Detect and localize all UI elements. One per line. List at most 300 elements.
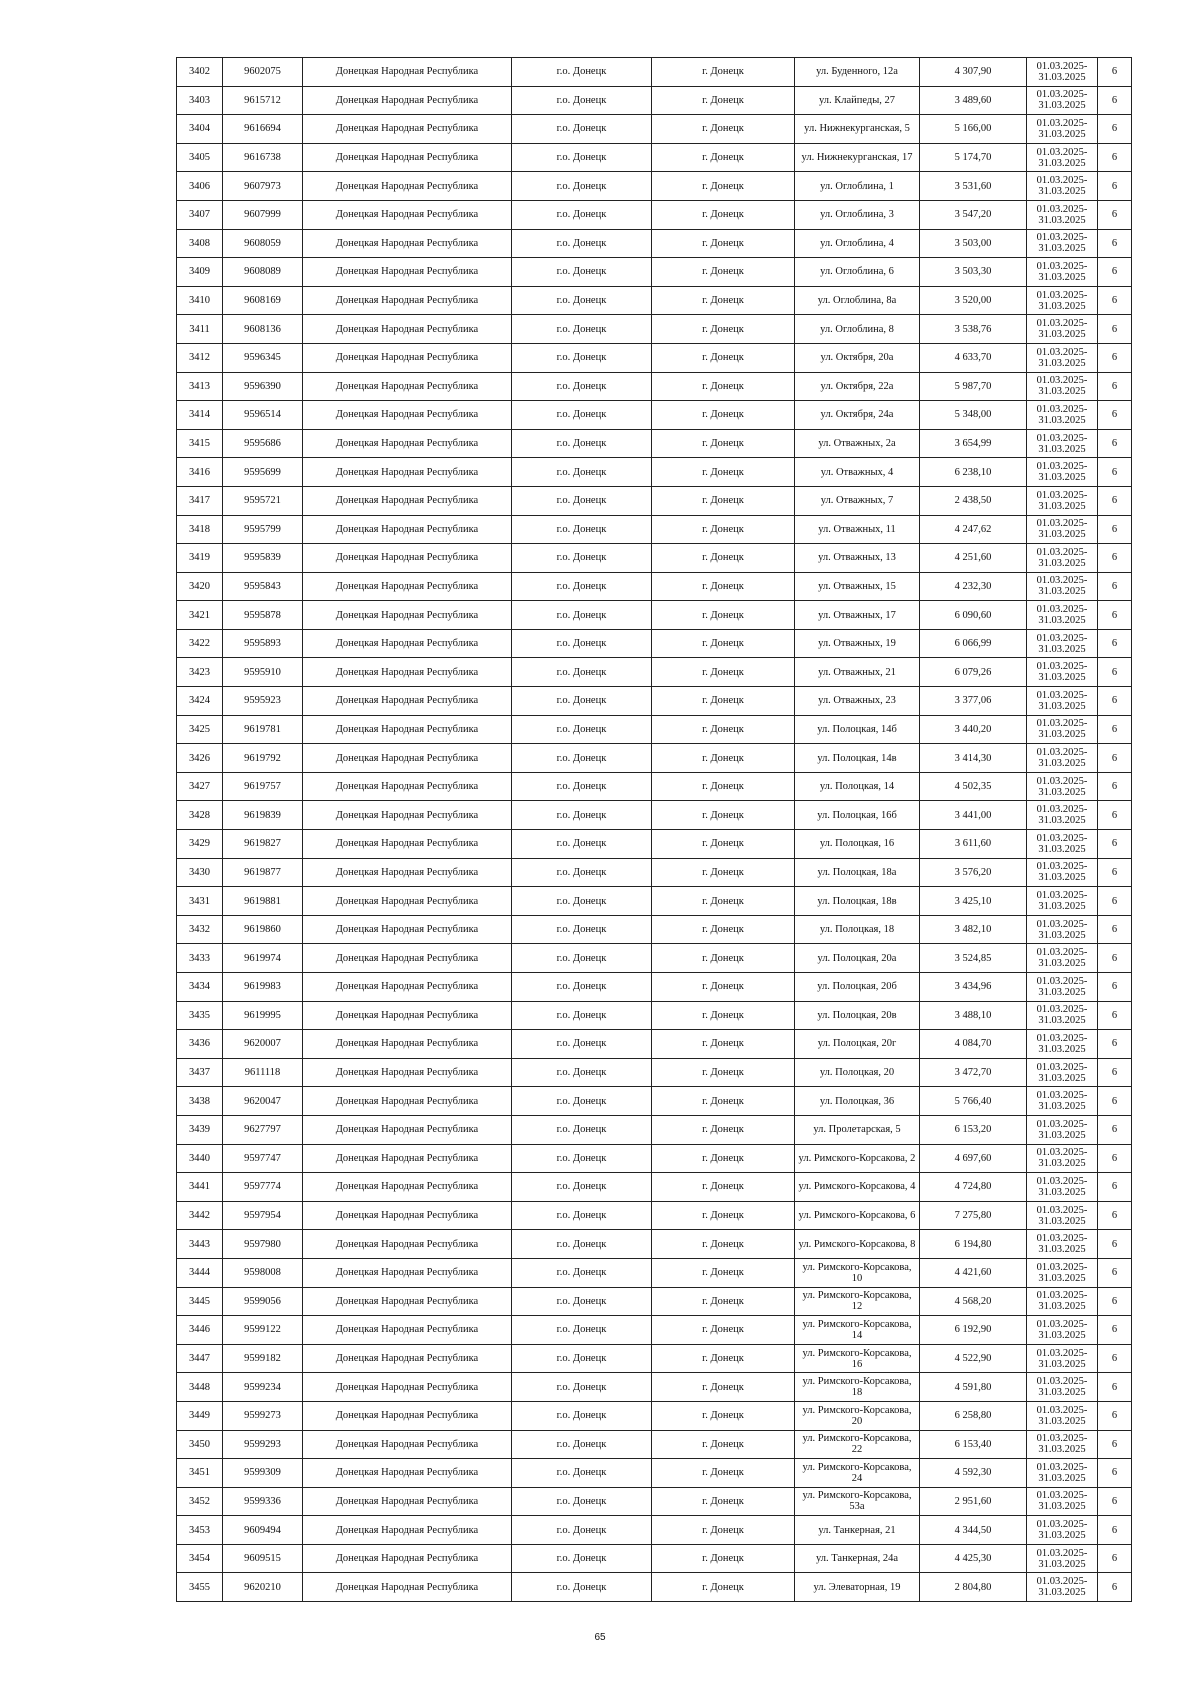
municipality-cell: г.о. Донецк <box>512 1230 652 1259</box>
republic-cell: Донецкая Народная Республика <box>303 372 512 401</box>
account-id-cell: 9616694 <box>223 115 303 144</box>
amount-cell: 3 524,85 <box>920 944 1027 973</box>
row-number-cell: 3437 <box>177 1058 223 1087</box>
municipality-cell: г.о. Донецк <box>512 315 652 344</box>
amount-cell: 3 503,00 <box>920 229 1027 258</box>
period-cell: 01.03.2025-31.03.2025 <box>1027 658 1098 687</box>
republic-cell: Донецкая Народная Республика <box>303 286 512 315</box>
amount-cell: 4 522,90 <box>920 1344 1027 1373</box>
municipality-cell: г.о. Донецк <box>512 1115 652 1144</box>
city-cell: г. Донецк <box>652 229 795 258</box>
city-cell: г. Донецк <box>652 772 795 801</box>
address-cell: ул. Римского-Корсакова, 12 <box>795 1287 920 1316</box>
row-number-cell: 3406 <box>177 172 223 201</box>
row-number-cell: 3438 <box>177 1087 223 1116</box>
row-number-cell: 3452 <box>177 1487 223 1516</box>
table-row <box>177 658 1132 687</box>
code-cell: 6 <box>1098 1573 1132 1602</box>
address-cell: ул. Римского-Корсакова, 10 <box>795 1258 920 1287</box>
period-cell: 01.03.2025-31.03.2025 <box>1027 1287 1098 1316</box>
account-id-cell: 9595923 <box>223 687 303 716</box>
address-cell: ул. Полоцкая, 14 <box>795 772 920 801</box>
municipality-cell: г.о. Донецк <box>512 372 652 401</box>
account-id-cell: 9619792 <box>223 744 303 773</box>
republic-cell: Донецкая Народная Республика <box>303 1087 512 1116</box>
account-id-cell: 9595721 <box>223 486 303 515</box>
republic-cell: Донецкая Народная Республика <box>303 715 512 744</box>
city-cell: г. Донецк <box>652 1373 795 1402</box>
code-cell: 6 <box>1098 944 1132 973</box>
row-number-cell: 3434 <box>177 973 223 1002</box>
account-id-cell: 9595843 <box>223 572 303 601</box>
municipality-cell: г.о. Донецк <box>512 515 652 544</box>
address-cell: ул. Октября, 22а <box>795 372 920 401</box>
municipality-cell: г.о. Донецк <box>512 658 652 687</box>
city-cell: г. Донецк <box>652 687 795 716</box>
row-number-cell: 3454 <box>177 1544 223 1573</box>
address-cell: ул. Полоцкая, 18 <box>795 915 920 944</box>
code-cell: 6 <box>1098 1373 1132 1402</box>
amount-cell: 6 153,40 <box>920 1430 1027 1459</box>
address-cell: ул. Отважных, 4 <box>795 458 920 487</box>
table-row <box>177 1201 1132 1230</box>
republic-cell: Донецкая Народная Республика <box>303 1373 512 1402</box>
address-cell: ул. Римского-Корсакова, 14 <box>795 1316 920 1345</box>
address-cell: ул. Отважных, 15 <box>795 572 920 601</box>
address-cell: ул. Римского-Корсакова, 16 <box>795 1344 920 1373</box>
municipality-cell: г.о. Донецк <box>512 715 652 744</box>
municipality-cell: г.о. Донецк <box>512 1001 652 1030</box>
table-row <box>177 944 1132 973</box>
period-cell: 01.03.2025-31.03.2025 <box>1027 544 1098 573</box>
amount-cell: 4 084,70 <box>920 1030 1027 1059</box>
row-number-cell: 3414 <box>177 401 223 430</box>
row-number-cell: 3443 <box>177 1230 223 1259</box>
city-cell: г. Донецк <box>652 515 795 544</box>
code-cell: 6 <box>1098 1001 1132 1030</box>
code-cell: 6 <box>1098 1258 1132 1287</box>
amount-cell: 6 153,20 <box>920 1115 1027 1144</box>
address-cell: ул. Пролетарская, 5 <box>795 1115 920 1144</box>
period-cell: 01.03.2025-31.03.2025 <box>1027 401 1098 430</box>
city-cell: г. Донецк <box>652 887 795 916</box>
row-number-cell: 3424 <box>177 687 223 716</box>
city-cell: г. Донецк <box>652 1230 795 1259</box>
period-cell: 01.03.2025-31.03.2025 <box>1027 744 1098 773</box>
amount-cell: 3 503,30 <box>920 258 1027 287</box>
address-cell: ул. Отважных, 23 <box>795 687 920 716</box>
municipality-cell: г.о. Донецк <box>512 258 652 287</box>
address-cell: ул. Полоцкая, 16б <box>795 801 920 830</box>
city-cell: г. Донецк <box>652 1401 795 1430</box>
municipality-cell: г.о. Донецк <box>512 1173 652 1202</box>
address-cell: ул. Полоцкая, 16 <box>795 830 920 859</box>
row-number-cell: 3408 <box>177 229 223 258</box>
municipality-cell: г.о. Донецк <box>512 830 652 859</box>
republic-cell: Донецкая Народная Республика <box>303 86 512 115</box>
table-row <box>177 1287 1132 1316</box>
code-cell: 6 <box>1098 200 1132 229</box>
amount-cell: 3 425,10 <box>920 887 1027 916</box>
amount-cell: 6 090,60 <box>920 601 1027 630</box>
row-number-cell: 3403 <box>177 86 223 115</box>
code-cell: 6 <box>1098 315 1132 344</box>
account-id-cell: 9599309 <box>223 1459 303 1488</box>
municipality-cell: г.о. Донецк <box>512 86 652 115</box>
city-cell: г. Донецк <box>652 1115 795 1144</box>
period-cell: 01.03.2025-31.03.2025 <box>1027 1544 1098 1573</box>
city-cell: г. Донецк <box>652 1573 795 1602</box>
amount-cell: 5 174,70 <box>920 143 1027 172</box>
amount-cell: 4 247,62 <box>920 515 1027 544</box>
address-cell: ул. Полоцкая, 18в <box>795 887 920 916</box>
city-cell: г. Донецк <box>652 1544 795 1573</box>
table-row <box>177 1401 1132 1430</box>
republic-cell: Донецкая Народная Республика <box>303 1487 512 1516</box>
municipality-cell: г.о. Донецк <box>512 429 652 458</box>
period-cell: 01.03.2025-31.03.2025 <box>1027 172 1098 201</box>
row-number-cell: 3433 <box>177 944 223 973</box>
republic-cell: Донецкая Народная Республика <box>303 1573 512 1602</box>
municipality-cell: г.о. Донецк <box>512 1144 652 1173</box>
municipality-cell: г.о. Донецк <box>512 887 652 916</box>
table-row <box>177 1316 1132 1345</box>
city-cell: г. Донецк <box>652 1087 795 1116</box>
municipality-cell: г.о. Донецк <box>512 58 652 87</box>
address-cell: ул. Римского-Корсакова, 53а <box>795 1487 920 1516</box>
account-id-cell: 9619995 <box>223 1001 303 1030</box>
municipality-cell: г.о. Донецк <box>512 401 652 430</box>
code-cell: 6 <box>1098 1459 1132 1488</box>
address-cell: ул. Отважных, 19 <box>795 629 920 658</box>
code-cell: 6 <box>1098 887 1132 916</box>
amount-cell: 4 633,70 <box>920 343 1027 372</box>
period-cell: 01.03.2025-31.03.2025 <box>1027 1230 1098 1259</box>
address-cell: ул. Полоцкая, 36 <box>795 1087 920 1116</box>
republic-cell: Донецкая Народная Республика <box>303 1401 512 1430</box>
page-number: 65 <box>594 1632 606 1643</box>
municipality-cell: г.о. Донецк <box>512 1516 652 1545</box>
city-cell: г. Донецк <box>652 372 795 401</box>
municipality-cell: г.о. Донецк <box>512 172 652 201</box>
address-cell: ул. Римского-Корсакова, 6 <box>795 1201 920 1230</box>
amount-cell: 4 724,80 <box>920 1173 1027 1202</box>
table-row <box>177 1258 1132 1287</box>
municipality-cell: г.о. Донецк <box>512 858 652 887</box>
row-number-cell: 3446 <box>177 1316 223 1345</box>
table-row <box>177 258 1132 287</box>
period-cell: 01.03.2025-31.03.2025 <box>1027 372 1098 401</box>
republic-cell: Донецкая Народная Республика <box>303 1201 512 1230</box>
code-cell: 6 <box>1098 973 1132 1002</box>
address-cell: ул. Танкерная, 21 <box>795 1516 920 1545</box>
republic-cell: Донецкая Народная Республика <box>303 143 512 172</box>
republic-cell: Донецкая Народная Республика <box>303 544 512 573</box>
period-cell: 01.03.2025-31.03.2025 <box>1027 858 1098 887</box>
republic-cell: Донецкая Народная Республика <box>303 401 512 430</box>
account-id-cell: 9595910 <box>223 658 303 687</box>
address-cell: ул. Отважных, 11 <box>795 515 920 544</box>
table-row <box>177 1173 1132 1202</box>
republic-cell: Донецкая Народная Республика <box>303 687 512 716</box>
period-cell: 01.03.2025-31.03.2025 <box>1027 286 1098 315</box>
republic-cell: Донецкая Народная Республика <box>303 229 512 258</box>
republic-cell: Донецкая Народная Республика <box>303 1430 512 1459</box>
period-cell: 01.03.2025-31.03.2025 <box>1027 143 1098 172</box>
address-cell: ул. Оглоблина, 3 <box>795 200 920 229</box>
address-cell: ул. Нижнекурганская, 5 <box>795 115 920 144</box>
table-row <box>177 315 1132 344</box>
period-cell: 01.03.2025-31.03.2025 <box>1027 1115 1098 1144</box>
table-row <box>177 86 1132 115</box>
row-number-cell: 3420 <box>177 572 223 601</box>
row-number-cell: 3418 <box>177 515 223 544</box>
table-row <box>177 715 1132 744</box>
amount-cell: 3 434,96 <box>920 973 1027 1002</box>
account-id-cell: 9599234 <box>223 1373 303 1402</box>
table-row <box>177 1487 1132 1516</box>
amount-cell: 3 576,20 <box>920 858 1027 887</box>
code-cell: 6 <box>1098 229 1132 258</box>
republic-cell: Донецкая Народная Республика <box>303 1516 512 1545</box>
municipality-cell: г.о. Донецк <box>512 343 652 372</box>
municipality-cell: г.о. Донецк <box>512 544 652 573</box>
city-cell: г. Донецк <box>652 715 795 744</box>
city-cell: г. Донецк <box>652 258 795 287</box>
republic-cell: Донецкая Народная Республика <box>303 744 512 773</box>
document-table <box>176 57 1131 1602</box>
amount-cell: 4 591,80 <box>920 1373 1027 1402</box>
table-row <box>177 629 1132 658</box>
republic-cell: Донецкая Народная Республика <box>303 1173 512 1202</box>
city-cell: г. Донецк <box>652 629 795 658</box>
table-row <box>177 515 1132 544</box>
table-row <box>177 200 1132 229</box>
period-cell: 01.03.2025-31.03.2025 <box>1027 200 1098 229</box>
republic-cell: Донецкая Народная Республика <box>303 1544 512 1573</box>
period-cell: 01.03.2025-31.03.2025 <box>1027 830 1098 859</box>
republic-cell: Донецкая Народная Республика <box>303 772 512 801</box>
period-cell: 01.03.2025-31.03.2025 <box>1027 1487 1098 1516</box>
table-row <box>177 830 1132 859</box>
city-cell: г. Донецк <box>652 572 795 601</box>
table-row <box>177 286 1132 315</box>
table-row <box>177 1459 1132 1488</box>
row-number-cell: 3442 <box>177 1201 223 1230</box>
city-cell: г. Донецк <box>652 1030 795 1059</box>
table-row <box>177 172 1132 201</box>
republic-cell: Донецкая Народная Республика <box>303 115 512 144</box>
row-number-cell: 3410 <box>177 286 223 315</box>
row-number-cell: 3441 <box>177 1173 223 1202</box>
address-cell: ул. Октября, 20а <box>795 343 920 372</box>
row-number-cell: 3431 <box>177 887 223 916</box>
city-cell: г. Донецк <box>652 172 795 201</box>
code-cell: 6 <box>1098 343 1132 372</box>
period-cell: 01.03.2025-31.03.2025 <box>1027 515 1098 544</box>
amount-cell: 7 275,80 <box>920 1201 1027 1230</box>
republic-cell: Донецкая Народная Республика <box>303 515 512 544</box>
amount-cell: 3 441,00 <box>920 801 1027 830</box>
account-id-cell: 9609494 <box>223 1516 303 1545</box>
city-cell: г. Донецк <box>652 544 795 573</box>
municipality-cell: г.о. Донецк <box>512 572 652 601</box>
municipality-cell: г.о. Донецк <box>512 1030 652 1059</box>
account-id-cell: 9595839 <box>223 544 303 573</box>
city-cell: г. Донецк <box>652 458 795 487</box>
amount-cell: 5 987,70 <box>920 372 1027 401</box>
period-cell: 01.03.2025-31.03.2025 <box>1027 572 1098 601</box>
code-cell: 6 <box>1098 1230 1132 1259</box>
republic-cell: Донецкая Народная Республика <box>303 1344 512 1373</box>
table-row <box>177 401 1132 430</box>
account-id-cell: 9597954 <box>223 1201 303 1230</box>
row-number-cell: 3427 <box>177 772 223 801</box>
code-cell: 6 <box>1098 515 1132 544</box>
address-cell: ул. Римского-Корсакова, 20 <box>795 1401 920 1430</box>
republic-cell: Донецкая Народная Республика <box>303 200 512 229</box>
code-cell: 6 <box>1098 830 1132 859</box>
amount-cell: 6 079,26 <box>920 658 1027 687</box>
city-cell: г. Донецк <box>652 658 795 687</box>
amount-cell: 6 258,80 <box>920 1401 1027 1430</box>
republic-cell: Донецкая Народная Республика <box>303 858 512 887</box>
address-cell: ул. Отважных, 7 <box>795 486 920 515</box>
period-cell: 01.03.2025-31.03.2025 <box>1027 1258 1098 1287</box>
amount-cell: 3 520,00 <box>920 286 1027 315</box>
account-id-cell: 9599056 <box>223 1287 303 1316</box>
city-cell: г. Донецк <box>652 1144 795 1173</box>
municipality-cell: г.о. Донецк <box>512 1544 652 1573</box>
row-number-cell: 3407 <box>177 200 223 229</box>
code-cell: 6 <box>1098 1430 1132 1459</box>
table-row <box>177 915 1132 944</box>
municipality-cell: г.о. Донецк <box>512 744 652 773</box>
table-row <box>177 1516 1132 1545</box>
municipality-cell: г.о. Донецк <box>512 1459 652 1488</box>
account-id-cell: 9596390 <box>223 372 303 401</box>
amount-cell: 3 547,20 <box>920 200 1027 229</box>
republic-cell: Донецкая Народная Республика <box>303 1115 512 1144</box>
period-cell: 01.03.2025-31.03.2025 <box>1027 343 1098 372</box>
code-cell: 6 <box>1098 1087 1132 1116</box>
period-cell: 01.03.2025-31.03.2025 <box>1027 1459 1098 1488</box>
period-cell: 01.03.2025-31.03.2025 <box>1027 944 1098 973</box>
account-id-cell: 9599122 <box>223 1316 303 1345</box>
code-cell: 6 <box>1098 1516 1132 1545</box>
code-cell: 6 <box>1098 86 1132 115</box>
city-cell: г. Донецк <box>652 973 795 1002</box>
row-number-cell: 3430 <box>177 858 223 887</box>
table-row <box>177 801 1132 830</box>
row-number-cell: 3455 <box>177 1573 223 1602</box>
account-id-cell: 9608136 <box>223 315 303 344</box>
amount-cell: 3 654,99 <box>920 429 1027 458</box>
code-cell: 6 <box>1098 629 1132 658</box>
account-id-cell: 9595699 <box>223 458 303 487</box>
period-cell: 01.03.2025-31.03.2025 <box>1027 973 1098 1002</box>
address-cell: ул. Отважных, 17 <box>795 601 920 630</box>
account-id-cell: 9596514 <box>223 401 303 430</box>
amount-cell: 5 348,00 <box>920 401 1027 430</box>
republic-cell: Донецкая Народная Республика <box>303 258 512 287</box>
account-id-cell: 9619881 <box>223 887 303 916</box>
code-cell: 6 <box>1098 715 1132 744</box>
city-cell: г. Донецк <box>652 486 795 515</box>
account-id-cell: 9619781 <box>223 715 303 744</box>
account-id-cell: 9602075 <box>223 58 303 87</box>
period-cell: 01.03.2025-31.03.2025 <box>1027 1316 1098 1345</box>
period-cell: 01.03.2025-31.03.2025 <box>1027 887 1098 916</box>
address-cell: ул. Нижнекурганская, 17 <box>795 143 920 172</box>
address-cell: ул. Полоцкая, 20б <box>795 973 920 1002</box>
period-cell: 01.03.2025-31.03.2025 <box>1027 1516 1098 1545</box>
account-id-cell: 9620047 <box>223 1087 303 1116</box>
code-cell: 6 <box>1098 1287 1132 1316</box>
code-cell: 6 <box>1098 172 1132 201</box>
table-row <box>177 343 1132 372</box>
amount-cell: 4 697,60 <box>920 1144 1027 1173</box>
code-cell: 6 <box>1098 143 1132 172</box>
table-row <box>177 1544 1132 1573</box>
row-number-cell: 3405 <box>177 143 223 172</box>
table-row <box>177 687 1132 716</box>
code-cell: 6 <box>1098 744 1132 773</box>
address-cell: ул. Римского-Корсакова, 18 <box>795 1373 920 1402</box>
address-cell: ул. Оглоблина, 1 <box>795 172 920 201</box>
city-cell: г. Донецк <box>652 401 795 430</box>
row-number-cell: 3449 <box>177 1401 223 1430</box>
table-row <box>177 1373 1132 1402</box>
period-cell: 01.03.2025-31.03.2025 <box>1027 601 1098 630</box>
account-id-cell: 9611118 <box>223 1058 303 1087</box>
table-row <box>177 429 1132 458</box>
row-number-cell: 3445 <box>177 1287 223 1316</box>
amount-cell: 6 192,90 <box>920 1316 1027 1345</box>
republic-cell: Донецкая Народная Республика <box>303 458 512 487</box>
table-row <box>177 486 1132 515</box>
republic-cell: Донецкая Народная Республика <box>303 1030 512 1059</box>
table-row <box>177 1058 1132 1087</box>
table-row <box>177 544 1132 573</box>
municipality-cell: г.о. Донецк <box>512 1258 652 1287</box>
municipality-cell: г.о. Донецк <box>512 486 652 515</box>
address-cell: ул. Полоцкая, 20а <box>795 944 920 973</box>
row-number-cell: 3426 <box>177 744 223 773</box>
city-cell: г. Донецк <box>652 115 795 144</box>
code-cell: 6 <box>1098 1487 1132 1516</box>
city-cell: г. Донецк <box>652 200 795 229</box>
table-row <box>177 143 1132 172</box>
municipality-cell: г.о. Донецк <box>512 115 652 144</box>
amount-cell: 4 421,60 <box>920 1258 1027 1287</box>
city-cell: г. Донецк <box>652 601 795 630</box>
address-cell: ул. Полоцкая, 18а <box>795 858 920 887</box>
amount-cell: 6 066,99 <box>920 629 1027 658</box>
municipality-cell: г.о. Донецк <box>512 772 652 801</box>
municipality-cell: г.о. Донецк <box>512 629 652 658</box>
row-number-cell: 3412 <box>177 343 223 372</box>
account-id-cell: 9609515 <box>223 1544 303 1573</box>
account-id-cell: 9619983 <box>223 973 303 1002</box>
row-number-cell: 3432 <box>177 915 223 944</box>
table-row <box>177 1115 1132 1144</box>
account-id-cell: 9597774 <box>223 1173 303 1202</box>
code-cell: 6 <box>1098 1401 1132 1430</box>
republic-cell: Донецкая Народная Республика <box>303 1144 512 1173</box>
code-cell: 6 <box>1098 1201 1132 1230</box>
city-cell: г. Донецк <box>652 1487 795 1516</box>
